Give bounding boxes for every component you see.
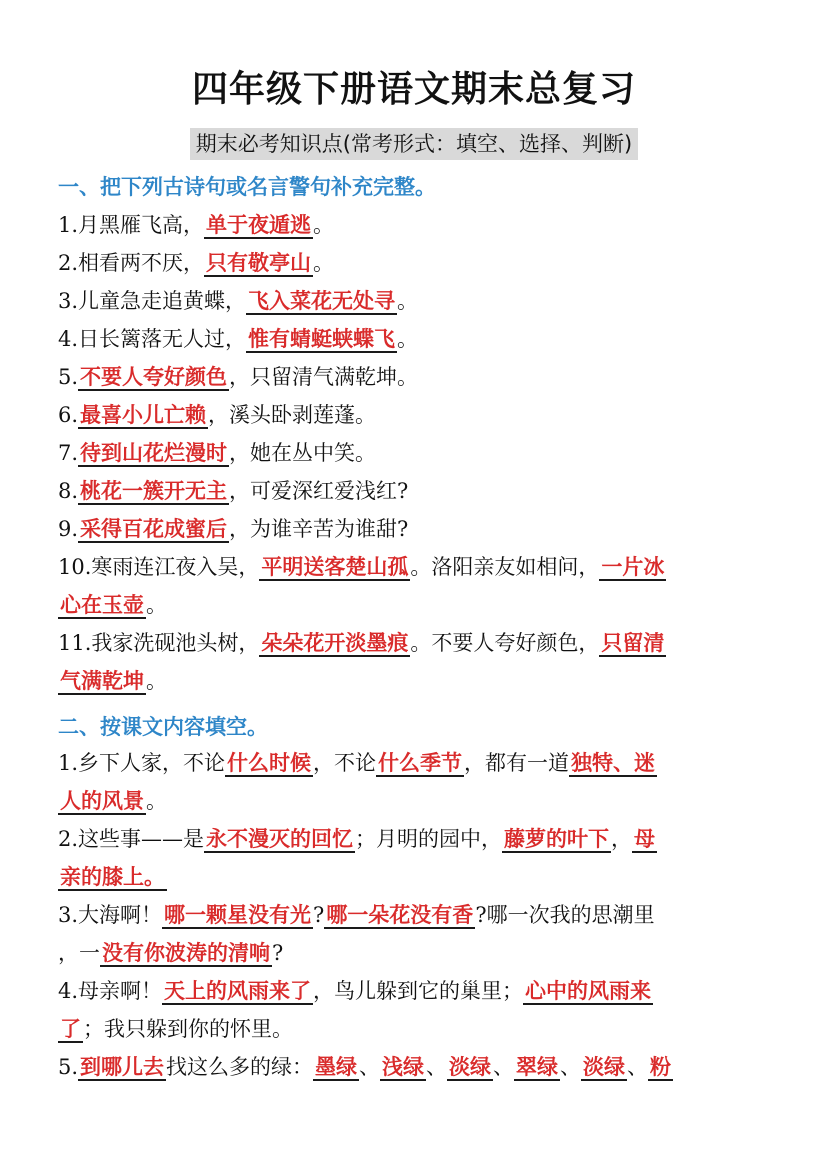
body-text: ?哪一次我的思潮里 [475, 903, 655, 927]
answer-text: 没有你波涛的清响 [102, 940, 270, 965]
answer-text: 桃花一簇开无主 [80, 478, 228, 503]
body-text: 5. [58, 365, 79, 389]
answer-text: 到哪儿去 [80, 1054, 165, 1079]
section-2-list [58, 744, 770, 1086]
section-2-heading: 二、按课文内容填空。 [58, 714, 268, 739]
body-text: 9. [58, 517, 79, 541]
answer-text: 平明送客楚山孤 [261, 554, 409, 579]
body-text: 10.寒雨连江夜入吴， [58, 555, 260, 579]
body-text: ? [313, 903, 325, 927]
body-text: 6. [58, 403, 79, 427]
fill-item-2-line-1 [58, 820, 770, 858]
body-text: 、 [493, 1055, 515, 1079]
answer-text: 朵朵花开淡墨痕 [261, 630, 409, 655]
body-text: 。 [146, 789, 167, 813]
body-text: 。 [146, 593, 167, 617]
body-text: 8. [58, 479, 79, 503]
answer-text: 母 [634, 826, 656, 851]
body-text: 1.乡下人家，不论 [58, 751, 226, 775]
body-text: ? [272, 941, 284, 965]
body-text: ，不论 [313, 751, 377, 775]
answer-text: 不要人夸好颜色 [80, 364, 228, 389]
fill-item-2-line-2 [58, 858, 770, 896]
body-text: 5. [58, 1055, 79, 1079]
answer-text: 什么时候 [227, 750, 312, 775]
body-text: ，只留清气满乾坤。 [229, 365, 419, 389]
answer-text: 浅绿 [382, 1054, 425, 1079]
poem-item-11-line-1 [58, 624, 770, 662]
poem-item [58, 396, 770, 434]
body-text: 4.母亲啊！ [58, 979, 163, 1003]
body-text: ，为谁辛苦为谁甜? [229, 517, 409, 541]
body-text: ，溪头卧剥莲蓬。 [208, 403, 377, 427]
body-text: ，她在丛中笑。 [229, 441, 377, 465]
poem-item [58, 510, 770, 548]
answer-text: 哪一朵花没有香 [326, 902, 474, 927]
answer-text: 了 [60, 1016, 81, 1041]
body-text: 。 [397, 327, 419, 351]
answer-text: 什么季节 [378, 750, 463, 775]
subtitle-row [58, 128, 770, 162]
body-text: 11.我家洗砚池头树， [58, 631, 260, 655]
body-text: 1.月黑雁飞高， [58, 213, 205, 237]
poem-item [58, 206, 770, 244]
body-text: ；月明的园中， [355, 827, 503, 851]
answer-text: 粉 [650, 1054, 672, 1079]
section-1-list [58, 206, 770, 700]
poem-item-11-line-2 [58, 662, 770, 700]
poem-item-10-line-2 [58, 586, 770, 624]
body-text: 。 [313, 213, 335, 237]
answer-text: 亲的膝上。 [60, 864, 165, 889]
fill-item-1-line-2 [58, 782, 770, 820]
body-text: ；我只躲到你的怀里。 [83, 1017, 293, 1041]
body-text: 、 [560, 1055, 582, 1079]
body-text: ， [611, 827, 633, 851]
answer-text: 天上的风雨来了 [164, 978, 312, 1003]
body-text: 、 [426, 1055, 448, 1079]
answer-text: 只有敬亭山 [206, 250, 312, 275]
answer-text: 翠绿 [516, 1054, 559, 1079]
answer-text: 心在玉壶 [60, 592, 144, 617]
answer-text: 最喜小儿亡赖 [80, 402, 207, 427]
poem-item [58, 358, 770, 396]
answer-text: 待到山花烂漫时 [80, 440, 228, 465]
poem-item [58, 244, 770, 282]
body-text: 。 [313, 251, 335, 275]
body-text: 、 [627, 1055, 649, 1079]
body-text: 7. [58, 441, 79, 465]
answer-text: 淡绿 [583, 1054, 626, 1079]
answer-text: 气满乾坤 [60, 668, 144, 693]
body-text: 。不要人夸好颜色， [410, 631, 600, 655]
body-text: ，都有一道 [464, 751, 570, 775]
body-text: 。洛阳亲友如相问， [410, 555, 600, 579]
page-title: 四年级下册语文期末总复习 [191, 69, 636, 110]
poem-item [58, 282, 770, 320]
answer-text: 飞入菜花无处寻 [248, 288, 396, 313]
body-text: 。 [397, 289, 419, 313]
poem-item [58, 434, 770, 472]
fill-item-4-line-2 [58, 1010, 770, 1048]
body-text: 找这么多的绿： [166, 1055, 314, 1079]
poem-item [58, 472, 770, 510]
poem-item [58, 320, 770, 358]
body-text: ，鸟儿躲到它的巢里； [313, 979, 524, 1003]
answer-text: 藤萝的叶下 [504, 826, 610, 851]
answer-text: 惟有蜻蜓蛱蝶飞 [248, 326, 396, 351]
fill-item-3-line-1 [58, 896, 770, 934]
body-text: ，可爱深红爱浅红? [229, 479, 409, 503]
answer-text: 独特、迷 [571, 750, 656, 775]
body-text: ，一 [58, 941, 100, 965]
answer-text: 淡绿 [449, 1054, 492, 1079]
body-text: 4.日长篱落无人过， [58, 327, 247, 351]
body-text: 3.大海啊！ [58, 903, 163, 927]
fill-item-4-line-1 [58, 972, 770, 1010]
answer-text: 永不漫灭的回忆 [206, 826, 354, 851]
answer-text: 单于夜遁逃 [206, 212, 312, 237]
answer-text: 只留清 [601, 630, 665, 655]
subtitle-banner: 期末必考知识点(常考形式：填空、选择、判断) [190, 128, 638, 160]
body-text: 2.相看两不厌， [58, 251, 205, 275]
poem-item-10-line-1 [58, 548, 770, 586]
fill-item-5-line-1 [58, 1048, 770, 1086]
answer-text: 采得百花成蜜后 [80, 516, 228, 541]
answer-text: 人的风景 [60, 788, 144, 813]
answer-text: 心中的风雨来 [525, 978, 652, 1003]
fill-item-1-line-1 [58, 744, 770, 782]
answer-text: 一片冰 [601, 554, 665, 579]
body-text: 3.儿童急走追黄蝶， [58, 289, 247, 313]
answer-text: 墨绿 [315, 1054, 358, 1079]
section-1-heading: 一、把下列古诗句或名言警句补充完整。 [58, 174, 436, 199]
answer-text: 哪一颗星没有光 [164, 902, 312, 927]
body-text: 、 [359, 1055, 381, 1079]
body-text: 2.这些事——是 [58, 827, 205, 851]
body-text: 。 [146, 669, 167, 693]
fill-item-3-line-2 [58, 934, 770, 972]
